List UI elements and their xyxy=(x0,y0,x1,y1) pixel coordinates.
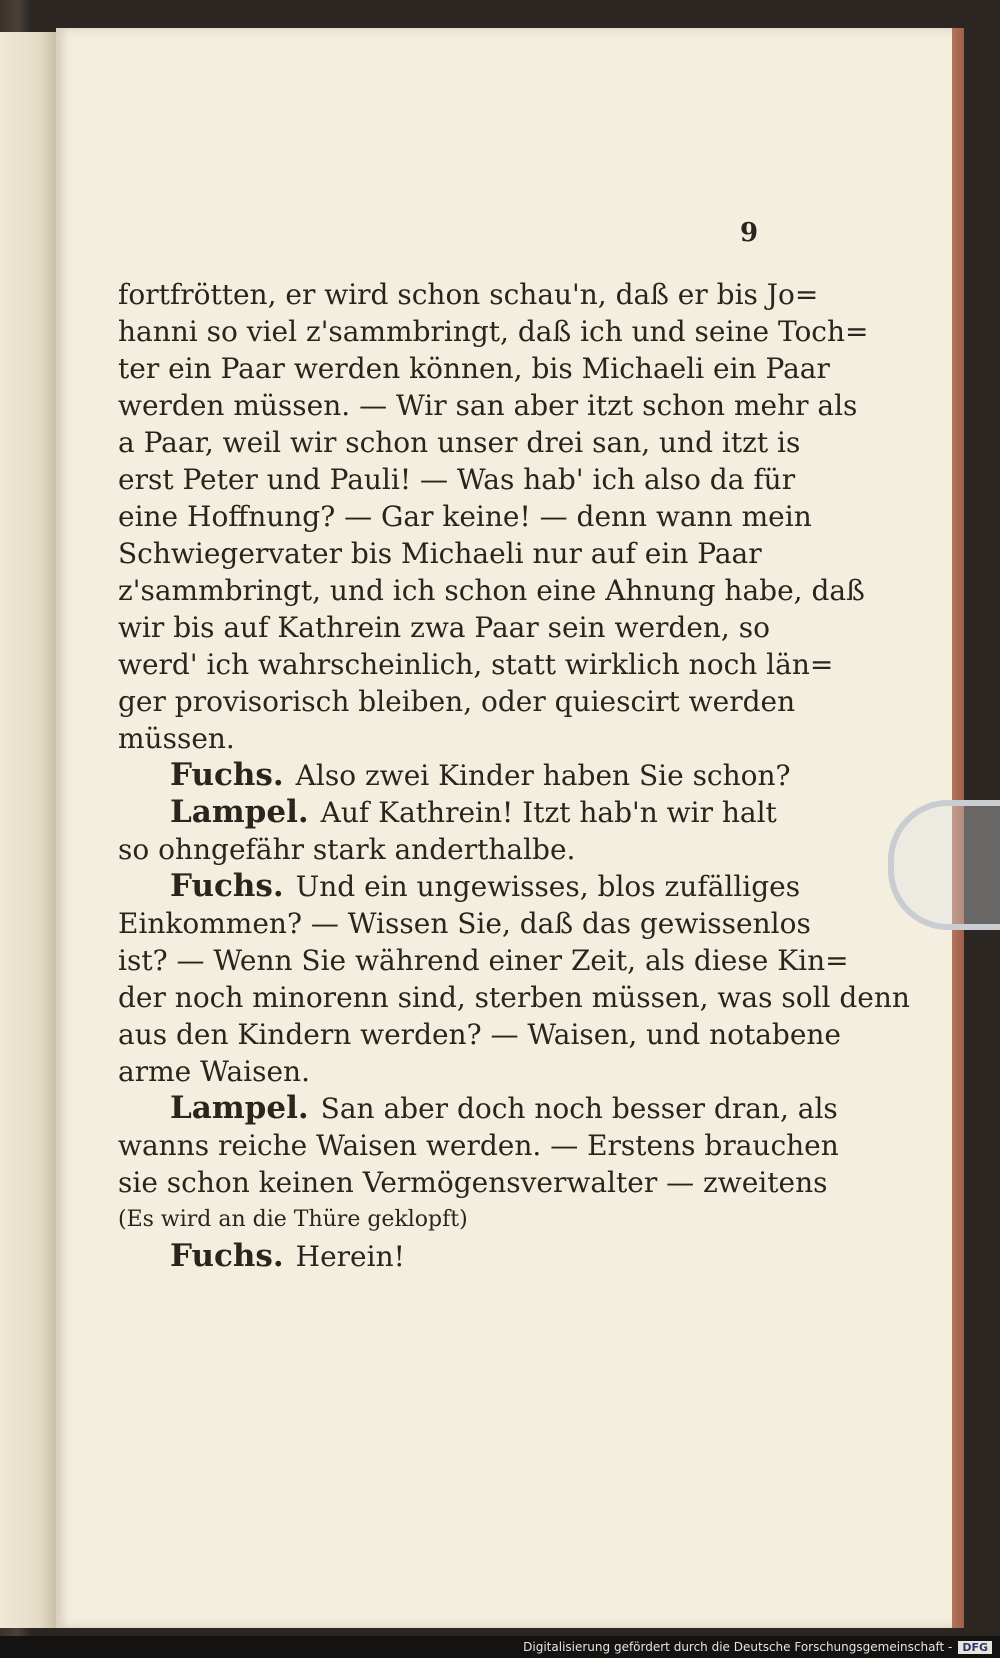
speaker-name: Lampel. xyxy=(170,794,309,830)
footer-bar xyxy=(0,1636,1000,1658)
stage-direction: (Es wird an die Thüre geklopft) xyxy=(118,1207,468,1232)
text-line: hanni so viel z'sammbringt, daß ich und seine Toch= xyxy=(118,315,869,348)
speaker-name: Lampel. xyxy=(170,1090,309,1126)
text-line: ist? — Wenn Sie während einer Zeit, als diese Kin= xyxy=(118,944,849,977)
speaker-name: Fuchs. xyxy=(170,868,284,904)
text-line: Schwiegervater bis Michaeli nur auf ein Paar xyxy=(118,537,762,570)
text-line: wanns reiche Waisen werden. — Erstens brauchen xyxy=(118,1129,839,1162)
speech-text: Also zwei Kinder haben Sie schon? xyxy=(295,759,791,792)
text-line: ter ein Paar werden können, bis Michaeli ein Paar xyxy=(118,352,830,385)
text-line: eine Hoffnung? — Gar keine! — denn wann mein xyxy=(118,500,812,533)
text-line: wir bis auf Kathrein zwa Paar sein werden, so xyxy=(118,611,770,644)
text-line: Einkommen? — Wissen Sie, daß das gewissenlos xyxy=(118,907,811,940)
text-line: z'sammbringt, und ich schon eine Ahnung habe, daß xyxy=(118,574,865,607)
footer-credit: Digitalisierung gefördert durch die Deutsche Forschungsgemeinschaft - xyxy=(523,1640,953,1654)
left-page-edge xyxy=(0,32,58,1628)
speaker-name: Fuchs. xyxy=(170,1238,284,1274)
speaker-name: Fuchs. xyxy=(170,757,284,793)
page-number: 9 xyxy=(740,218,759,248)
dialogue-line xyxy=(118,1090,838,1127)
speech-text: San aber doch noch besser dran, als xyxy=(320,1092,838,1125)
page-text xyxy=(118,276,910,1275)
speech-text: Herein! xyxy=(295,1240,405,1273)
text-line: sie schon keinen Vermögensverwalter — zweitens xyxy=(118,1166,828,1199)
page-clip xyxy=(888,800,1000,930)
text-line: arme Waisen. xyxy=(118,1055,310,1088)
text-line: werden müssen. — Wir san aber itzt schon mehr als xyxy=(118,389,858,422)
text-line: müssen. xyxy=(118,722,235,755)
dialogue-line xyxy=(118,1238,824,1275)
text-line: erst Peter und Pauli! — Was hab' ich also da für xyxy=(118,463,796,496)
text-line: aus den Kindern werden? — Waisen, und notabene xyxy=(118,1018,841,1051)
speech-text: Und ein ungewisses, blos zufälliges xyxy=(295,870,801,903)
speech-text: Auf Kathrein! Itzt hab'n wir halt xyxy=(320,796,777,829)
text-line: a Paar, weil wir schon unser drei san, und itzt is xyxy=(118,426,801,459)
text-line: der noch minorenn sind, sterben müssen, was soll denn xyxy=(118,981,910,1014)
text-line: fortfrötten, er wird schon schau'n, daß er bis Jo= xyxy=(118,278,819,311)
dialogue-line xyxy=(118,868,824,905)
dialogue-line xyxy=(118,757,824,794)
dfg-logo: DFG xyxy=(958,1641,992,1654)
text-line: ger provisorisch bleiben, oder quiescirt werden xyxy=(118,685,796,718)
dialogue-line xyxy=(118,794,824,831)
text-line: werd' ich wahrscheinlich, statt wirklich noch län= xyxy=(118,648,834,681)
text-line: so ohngefähr stark anderthalbe. xyxy=(118,833,576,866)
